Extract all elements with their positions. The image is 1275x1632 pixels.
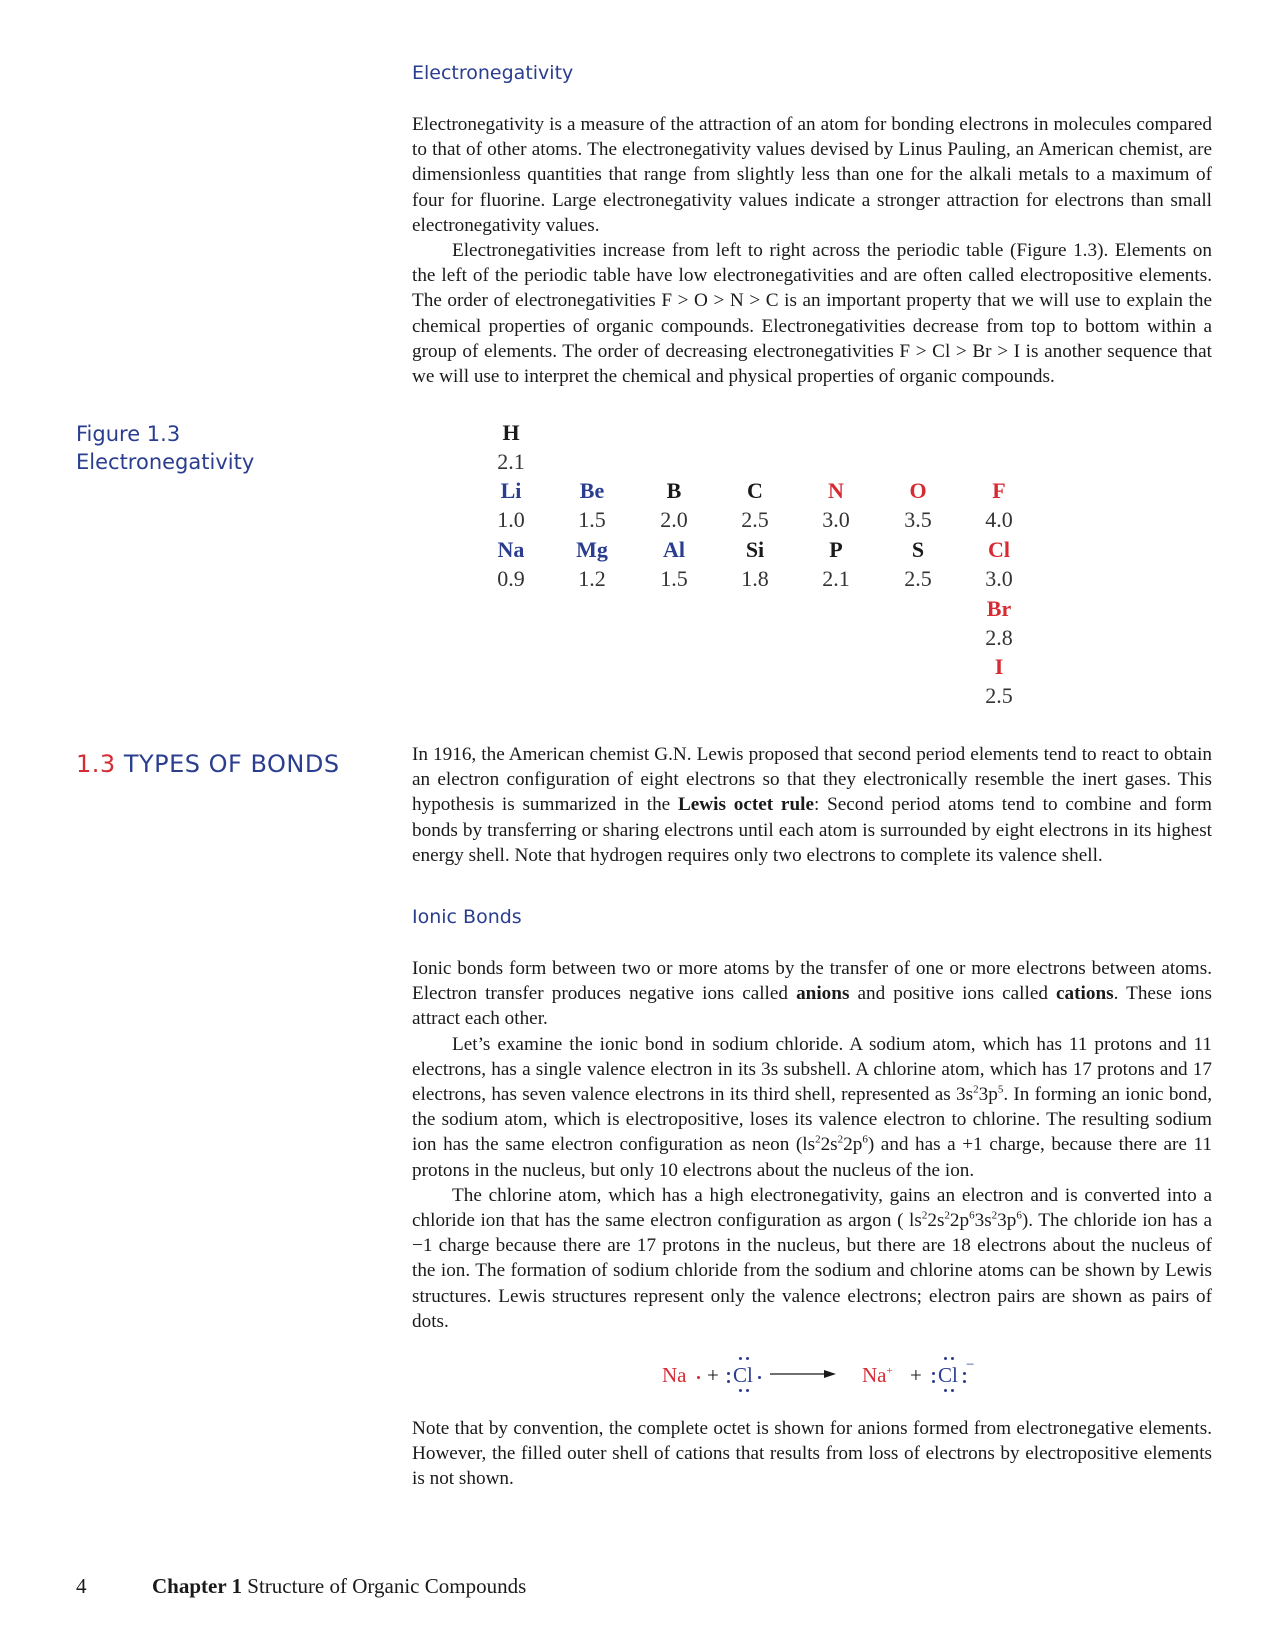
electron-dot-icon xyxy=(963,1380,966,1383)
electronegativity-text xyxy=(412,112,1212,389)
electron-dot-icon xyxy=(932,1380,935,1383)
electron-dot-icon xyxy=(739,1389,742,1392)
element-symbol-i: I xyxy=(994,654,1004,679)
chloride-ion: Cl xyxy=(938,1363,958,1387)
electron-dot-icon xyxy=(932,1372,935,1375)
convention-text xyxy=(412,1416,1212,1492)
ionic-bonds-text xyxy=(412,956,1212,1334)
electronegativity-value-b: 2.0 xyxy=(660,507,688,532)
electron-dot-icon xyxy=(758,1376,761,1379)
chapter-label: Chapter 1 xyxy=(152,1574,243,1598)
electronegativity-value-al: 1.5 xyxy=(660,566,688,591)
electron-dot-icon xyxy=(727,1372,730,1375)
electron-dot-icon xyxy=(739,1357,742,1360)
paragraph: Let’s examine the ionic bond in sodium chloride. A sodium atom, which has 11 protons and 11 electrons, has a single valence electron in its 3s subshell. A chlorine atom, which has 17 protons and 17 electrons, has seven valence electrons in its third shell, represented as $3s^23p^5$. In forming an ionic bond, the sodium atom, which is electropositive, loses its valence electron to chlorine. The resulting sodium ion has the same electron configuration as neon $(ls^22s^22p^6)$ and has a +1 charge, because there are 11 protons in the nucleus, but only 10 electrons about the nucleus of the ion. xyxy=(412,1033,1212,1181)
chapter-title: Structure of Organic Compounds xyxy=(247,1574,527,1598)
term-anions: anions xyxy=(796,983,850,1005)
paragraph: Electronegativities increase from left to right across the periodic table (Figure 1.3). Elements on the left of the periodic table have low electronegativities and are often called electropositive elements. The order of electronegativities F > O > N > C is an important property that we will use to explain the chemical properties of organic compounds. Electronegativities decrease from top to bottom within a group of elements. The order of decreasing electronegativities F > Cl > Br > I is another sequence that we will use to interpret the chemical and physical properties of organic compounds. xyxy=(412,240,1212,388)
element-symbol-be: Be xyxy=(579,478,605,503)
paragraph: Note that by convention, the complete octet is shown for anions formed from electronegative elements. However, the filled outer shell of cations that results from loss of electrons by electropositive elements is not shown. xyxy=(412,1418,1212,1490)
term-cations: cations xyxy=(1056,983,1114,1005)
electronegativity-value-p: 2.1 xyxy=(822,566,850,591)
figure-label: Figure 1.3 xyxy=(76,422,181,446)
sodium-atom: Na xyxy=(662,1363,687,1387)
element-symbol-si: Si xyxy=(745,537,765,562)
electron-dot-icon xyxy=(944,1389,947,1392)
electron-dot-icon xyxy=(727,1380,730,1383)
electronegativity-value-o: 3.5 xyxy=(904,507,932,532)
plus-sign: + xyxy=(707,1363,719,1387)
element-symbol-b: B xyxy=(666,478,682,503)
electronegativity-value-si: 1.8 xyxy=(741,566,769,591)
chloride-charge: − xyxy=(966,1357,975,1373)
electronegativity-value-cl: 3.0 xyxy=(985,566,1013,591)
plus-sign: + xyxy=(910,1363,922,1387)
element-symbol-o: O xyxy=(909,478,927,503)
electronegativity-value-br: 2.8 xyxy=(985,625,1013,650)
types-of-bonds-text xyxy=(412,742,1212,868)
electronegativity-value-n: 3.0 xyxy=(822,507,850,532)
element-symbol-cl: Cl xyxy=(988,537,1010,562)
section-number: 1.3 xyxy=(76,750,116,778)
electron-dot-icon xyxy=(697,1376,700,1379)
electronegativity-value-be: 1.5 xyxy=(578,507,606,532)
electron-dot-icon xyxy=(944,1357,947,1360)
element-symbol-p: P xyxy=(829,537,843,562)
paragraph: In 1916, the American chemist G.N. Lewis proposed that second period elements tend to react to obtain an electron configuration of eight electrons so that they electronically resemble the inert gases. This hypothesis is summarized in the Lewis octet rule: Second period atoms tend to combine and form bonds by transferring or sharing electrons until each atom is surrounded by eight electrons in its highest energy shell. Note that hydrogen requires only two electrons to complete its valence shell. xyxy=(412,744,1212,866)
electronegativity-value-c: 2.5 xyxy=(741,507,769,532)
figure-title: Electronegativity xyxy=(76,450,255,474)
element-symbol-li: Li xyxy=(500,478,522,503)
element-symbol-n: N xyxy=(828,478,844,503)
chlorine-atom: Cl xyxy=(733,1363,753,1387)
electron-dot-icon xyxy=(746,1357,749,1360)
section-title-text: TYPES OF BONDS xyxy=(123,750,340,778)
paragraph: Ionic bonds form between two or more atoms by the transfer of one or more electrons between atoms. Electron transfer produces negative ions called anions and positive ions called cations. These ions attract each other. xyxy=(412,958,1212,1030)
figure-caption xyxy=(76,420,254,476)
running-footer xyxy=(152,1574,526,1599)
sodium-ion: Na+ xyxy=(862,1363,893,1387)
element-symbol-h: H xyxy=(502,420,520,445)
electronegativity-value-f: 4.0 xyxy=(985,507,1013,532)
subsection-heading-ionic-bonds: Ionic Bonds xyxy=(412,906,522,928)
element-symbol-f: F xyxy=(992,478,1006,503)
electronegativity-value-mg: 1.2 xyxy=(578,566,606,591)
element-symbol-c: C xyxy=(747,478,763,503)
electron-dot-icon xyxy=(746,1389,749,1392)
section-heading-electronegativity: Electronegativity xyxy=(412,62,574,84)
section-title xyxy=(76,750,340,778)
electronegativity-value-li: 1.0 xyxy=(497,507,525,532)
electronegativity-value-na: 0.9 xyxy=(497,566,525,591)
page-number: 4 xyxy=(76,1574,87,1598)
electronegativity-value-h: 2.1 xyxy=(497,449,525,474)
electron-dot-icon xyxy=(951,1389,954,1392)
term-lewis-octet-rule: Lewis octet rule xyxy=(677,794,814,816)
element-symbol-al: Al xyxy=(663,537,685,562)
element-symbol-s: S xyxy=(911,537,925,562)
element-symbol-br: Br xyxy=(986,596,1012,621)
electronegativity-value-i: 2.5 xyxy=(985,683,1013,708)
paragraph: Electronegativity is a measure of the attraction of an atom for bonding electrons in molecules compared to that of other atoms. The electronegativity values devised by Linus Pauling, an American chemist, are dimensionless quantities that range from slightly less than one for the alkali metals to a maximum of four for fluorine. Large electronegativity values indicate a stronger attraction for electrons than small electronegativity values. xyxy=(412,114,1212,236)
element-symbol-mg: Mg xyxy=(576,537,608,562)
element-symbol-na: Na xyxy=(497,537,525,562)
reaction-arrow-icon xyxy=(770,1368,836,1380)
electronegativity-value-s: 2.5 xyxy=(904,566,932,591)
paragraph: The chlorine atom, which has a high electronegativity, gains an electron and is converted into a chloride ion that has the same electron configuration as argon ( $ls^22s^22p^63s^23p^6$). The chloride ion has a −1 charge because there are 17 protons in the nucleus, but there are 18 electrons about the nucleus of the ion. The formation of sodium chloride from the sodium and chlorine atoms can be shown by Lewis structures. Lewis structures represent only the valence electrons; electron pairs are shown as pairs of dots. xyxy=(412,1184,1212,1332)
electron-dot-icon xyxy=(951,1357,954,1360)
